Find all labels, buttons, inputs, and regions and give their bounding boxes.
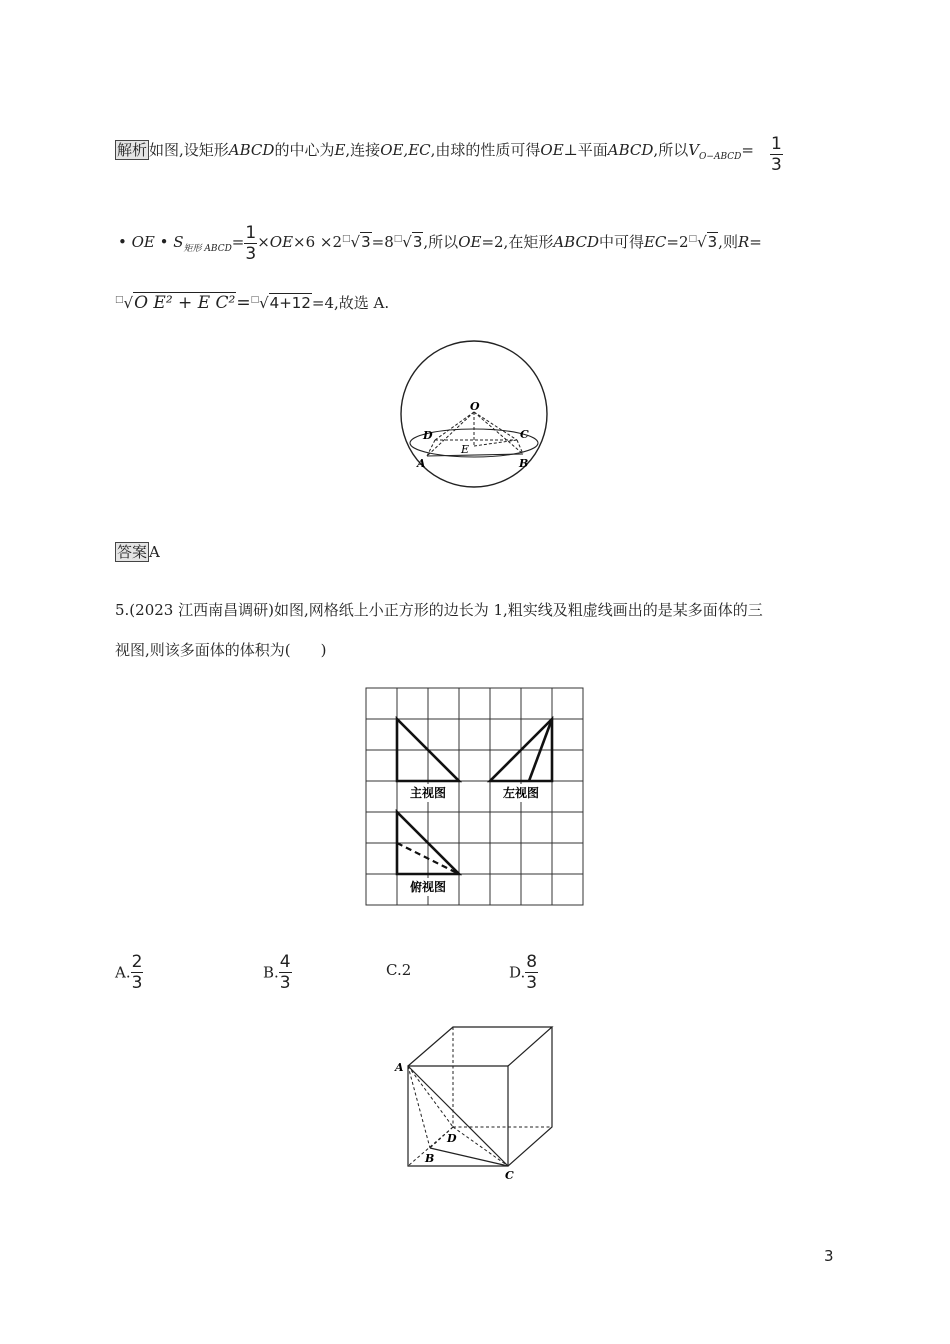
option-b[interactable]: B. $\frac{4}{3}$ bbox=[263, 952, 291, 993]
label-a: A bbox=[417, 457, 426, 470]
label-front-view: 主视图 bbox=[409, 786, 447, 800]
label-top-view: 俯视图 bbox=[409, 880, 447, 894]
cube-label-c: C bbox=[505, 1169, 514, 1182]
cube-label-a: A bbox=[395, 1061, 404, 1074]
solution-line-3: □√O E² + E C²=□√4+12=4,故选 A. bbox=[115, 290, 389, 313]
sqrt-4-12: □√4+12 bbox=[250, 294, 311, 312]
label-d: D bbox=[423, 429, 433, 442]
label-b: B bbox=[519, 457, 529, 470]
label-c: C bbox=[520, 428, 529, 441]
fraction-one-third-2: $\frac{1}{3}$ bbox=[245, 222, 257, 264]
sqrt-3-b: □√3 bbox=[393, 233, 423, 251]
page-number: 3 bbox=[824, 1247, 834, 1265]
solution-line-1: 解析 如图,设矩形ABCD的中心为E,连接OE,EC,由球的性质可得OE⊥平面ABCD,所以$V_{O-ABCD}=$ bbox=[117, 141, 754, 162]
problem-5-line-2: 视图,则该多面体的体积为( ) bbox=[115, 641, 327, 659]
sqrt-oe-ec: □√O E² + E C² bbox=[115, 293, 236, 313]
edge-oc bbox=[474, 412, 517, 440]
cube-right-face bbox=[508, 1027, 552, 1166]
edge-ad bbox=[408, 1066, 453, 1127]
edge-bc bbox=[430, 1148, 508, 1166]
option-c[interactable]: C.2 bbox=[386, 961, 412, 979]
edge-ab bbox=[408, 1066, 430, 1148]
edge-ac bbox=[408, 1066, 508, 1166]
sqrt-3-a: □√3 bbox=[342, 233, 371, 251]
cube-label-d: D bbox=[447, 1132, 457, 1145]
cube-figure bbox=[392, 1022, 562, 1184]
solution-line-2: • OE • $S_{矩形 ABCD}=$ $\frac{1}{3}$ ×OE×6 ×2□√3=8□√3,所以OE=2,在矩形ABCD中可得EC=2□√3,则R= bbox=[118, 222, 762, 264]
answer-line bbox=[115, 542, 160, 562]
answer-tag: 答案 bbox=[117, 543, 148, 561]
sqrt-3-c: □√3 bbox=[688, 233, 718, 251]
label-side-view: 左视图 bbox=[502, 786, 540, 800]
answer-value: A bbox=[149, 543, 160, 561]
sphere-figure bbox=[395, 336, 555, 496]
label-o: O bbox=[470, 400, 480, 413]
option-a[interactable]: A. $\frac{2}{3}$ bbox=[115, 952, 143, 993]
solution-tag: 解析 bbox=[117, 141, 148, 159]
option-d[interactable]: D. $\frac{8}{3}$ bbox=[509, 952, 538, 993]
cube-label-b: B bbox=[425, 1152, 435, 1165]
edge-ob bbox=[474, 412, 523, 454]
edge-od bbox=[435, 412, 474, 440]
fraction-one-third-1: $\frac{1}{3}$ bbox=[771, 134, 782, 175]
label-e: E bbox=[461, 443, 470, 456]
cube-top-face bbox=[408, 1027, 552, 1066]
three-view-grid bbox=[364, 686, 586, 908]
problem-5-line-1: 5.(2023 江西南昌调研)如图,网格纸上小正方形的边长为 1,粗实线及粗虚线画出的是某多面体的三 bbox=[115, 601, 763, 619]
